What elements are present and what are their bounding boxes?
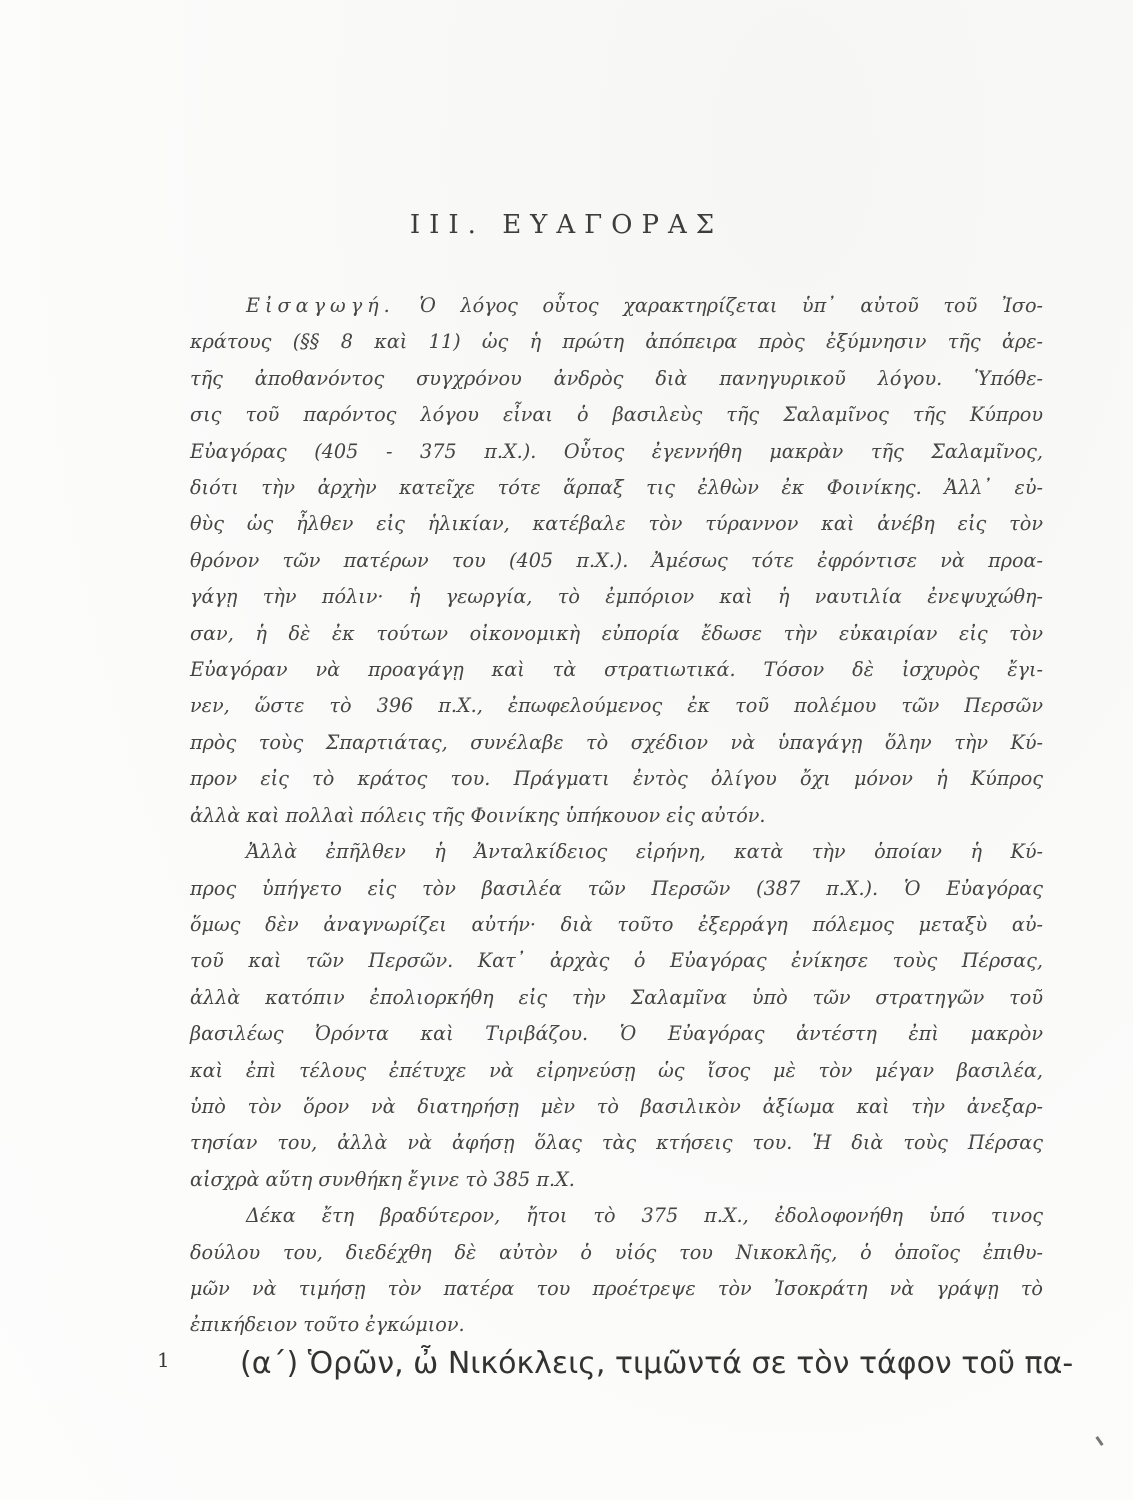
- introduction-text: [190, 288, 1043, 1344]
- intro-line: γάγῃ τὴν πόλιν· ἡ γεωργία, τὸ ἐμπόριον καὶ ἡ ναυτιλία ἐνεψυχώθη-: [190, 585, 1043, 609]
- paragraph2-line: προς ὑπήγετο εἰς τὸν βασιλέα τῶν Περσῶν (387 π.Χ.). Ὁ Εὐαγόρας: [190, 876, 1043, 900]
- intro-line: νεν, ὥστε τὸ 396 π.Χ., ἐπωφελούμενος ἐκ τοῦ πολέμου τῶν Περσῶν: [190, 694, 1043, 718]
- greek-text-line: (α΄) Ὁρῶν, ὦ Νικόκλεις, τιμῶντά σε τὸν τάφον τοῦ πα-: [240, 1346, 1074, 1381]
- paragraph2-line: ὅμως δὲν ἀναγνωρίζει αὐτήν· διὰ τοῦτο ἐξερράγη πόλεμος μεταξὺ αὐ-: [190, 912, 1043, 936]
- intro-line: πρὸς τοὺς Σπαρτιάτας, συνέλαβε τὸ σχέδιον νὰ ὑπαγάγῃ ὅλην τὴν Κύ-: [190, 730, 1043, 754]
- paragraph2-line: ἀλλὰ κατόπιν ἐπολιορκήθη εἰς τὴν Σαλαμῖνα ὑπὸ τῶν στρατηγῶν τοῦ: [190, 985, 1043, 1009]
- intro-line: θρόνον τῶν πατέρων του (405 π.Χ.). Ἀμέσως τότε ἐφρόντισε νὰ προα-: [190, 548, 1043, 572]
- paragraph3-line: δούλου του, διεδέχθη δὲ αὐτὸν ὁ υἱός του Νικοκλῆς, ὁ ὁποῖος ἐπιθυ-: [190, 1240, 1043, 1264]
- intro-label: Εἰσαγωγή.: [246, 294, 395, 317]
- paragraph2-line: βασιλέως Ὀρόντα καὶ Τιριβάζου. Ὁ Εὐαγόρας ἀντέστη ἐπὶ μακρὸν: [190, 1022, 1043, 1046]
- intro-line: σαν, ἡ δὲ ἐκ τούτων οἰκονομικὴ εὐπορία ἔδωσε τὴν εὐκαιρίαν εἰς τὸν: [190, 621, 1043, 645]
- paragraph2-line: αἰσχρὰ αὕτη συνθήκη ἔγινε τὸ 385 π.Χ.: [190, 1167, 575, 1191]
- paragraph3-line: μῶν νὰ τιμήσῃ τὸν πατέρα του προέτρεψε τὸν Ἰσοκράτη νὰ γράψῃ τὸ: [190, 1276, 1043, 1300]
- margin-mark: [1095, 1436, 1103, 1446]
- intro-line: σις τοῦ παρόντος λόγου εἶναι ὁ βασιλεὺς τῆς Σαλαμῖνος τῆς Κύπρου: [190, 403, 1043, 427]
- intro-line: ἀλλὰ καὶ πολλαὶ πόλεις τῆς Φοινίκης ὑπήκουον εἰς αὐτόν.: [190, 803, 766, 827]
- paragraph2-line: ὑπὸ τὸν ὅρον νὰ διατηρήσῃ μὲν τὸ βασιλικὸν ἀξίωμα καὶ τὴν ἀνεξαρ-: [190, 1094, 1043, 1118]
- intro-line-1: [190, 288, 1043, 324]
- chapter-title: ΙΙΙ. ΕΥΑΓΟΡΑΣ: [409, 210, 724, 240]
- intro-line: Εὐαγόρας (405 - 375 π.Χ.). Οὗτος ἐγεννήθη μακρὰν τῆς Σαλαμῖνος,: [190, 439, 1043, 463]
- intro-line: κράτους (§§ 8 καὶ 11) ὡς ἡ πρώτη ἀπόπειρα πρὸς ἐξύμνησιν τῆς ἀρε-: [190, 330, 1043, 354]
- paragraph2-line: καὶ ἐπὶ τέλους ἐπέτυχε νὰ εἰρηνεύσῃ ὡς ἴσος μὲ τὸν μέγαν βασιλέα,: [190, 1058, 1043, 1082]
- paragraph3-line: ἐπικήδειον τοῦτο ἐγκώμιον.: [190, 1313, 465, 1337]
- intro-line: Εὐαγόραν νὰ προαγάγῃ καὶ τὰ στρατιωτικά. Τόσον δὲ ἰσχυρὸς ἔγι-: [190, 658, 1043, 682]
- paragraph2-line: τοῦ καὶ τῶν Περσῶν. Κατ᾽ ἀρχὰς ὁ Εὐαγόρας ἐνίκησε τοὺς Πέρσας,: [190, 949, 1043, 973]
- intro-line-text: Ὁ λόγος οὗτος χαρακτηρίζεται ὑπ᾽ αὐτοῦ τοῦ Ἰσο-: [419, 294, 1043, 317]
- paragraph3-line: Δέκα ἔτη βραδύτερον, ἤτοι τὸ 375 π.Χ., ἐδολοφονήθη ὑπό τινος: [246, 1204, 1043, 1228]
- intro-line: διότι τὴν ἀρχὴν κατεῖχε τότε ἅρπαξ τις ἐλθὼν ἐκ Φοινίκης. Ἀλλ᾽ εὐ-: [190, 476, 1043, 500]
- intro-line: θὺς ὡς ἦλθεν εἰς ἡλικίαν, κατέβαλε τὸν τύραννον καὶ ἀνέβη εἰς τὸν: [190, 512, 1043, 536]
- section-number: 1: [157, 1348, 170, 1372]
- paragraph2-line: τησίαν του, ἀλλὰ νὰ ἀφήσῃ ὅλας τὰς κτήσεις του. Ἡ διὰ τοὺς Πέρσας: [190, 1131, 1043, 1155]
- intro-line: τῆς ἀποθανόντος συγχρόνου ἀνδρὸς διὰ πανηγυρικοῦ λόγου. Ὑπόθε-: [190, 366, 1043, 390]
- greek-text-section: [0, 1340, 1133, 1400]
- paragraph2-line: Ἀλλὰ ἐπῆλθεν ἡ Ἀνταλκίδειος εἰρήνη, κατὰ τὴν ὁποίαν ἡ Κύ-: [246, 840, 1043, 864]
- intro-line: προν εἰς τὸ κράτος του. Πράγματι ἐντὸς ὀλίγου ὄχι μόνον ἡ Κύπρος: [190, 767, 1043, 791]
